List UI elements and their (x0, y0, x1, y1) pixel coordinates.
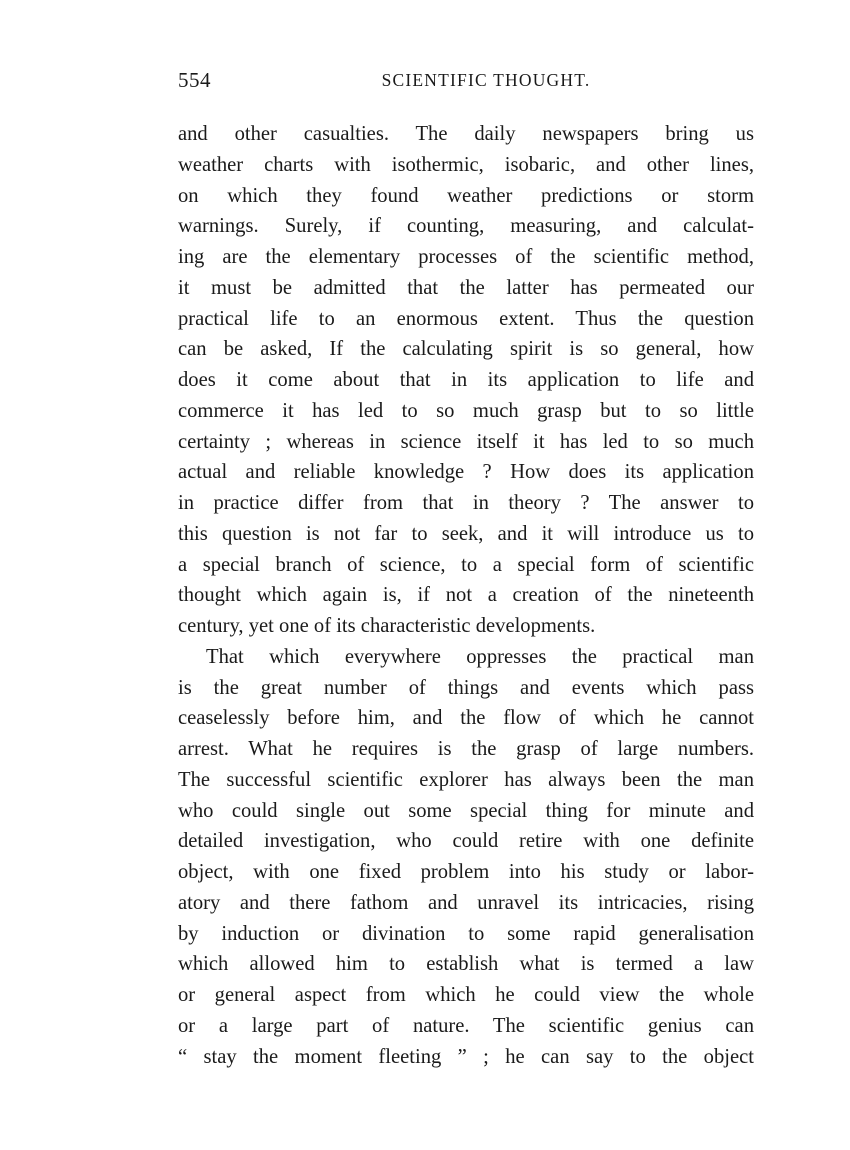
text-line: ing are the elementary processes of the scientific method, (178, 246, 754, 268)
text-line: commerce it has led to so much grasp but to so little (178, 399, 754, 422)
text-line: The successful scientific explorer has always been the man (178, 768, 754, 791)
text-line: object, with one fixed problem into his study or labor- (178, 861, 754, 883)
text-line: does it come about that in its application to life and (178, 369, 754, 391)
text-line: or general aspect from which he could view the whole (178, 984, 754, 1006)
text-line: it must be admitted that the latter has permeated our (178, 276, 754, 299)
text-line: this question is not far to seek, and it will introduce us to (178, 522, 754, 545)
text-line: thought which again is, if not a creation of the nineteenth (178, 584, 754, 607)
text-line: arrest. What he requires is the grasp of large numbers. (178, 738, 754, 760)
text-line: by induction or divination to some rapid generalisation (178, 922, 754, 945)
text-line: warnings. Surely, if counting, measuring, and calculat- (178, 215, 754, 238)
page-number: 554 (178, 68, 211, 92)
paragraph-2 (178, 642, 754, 1073)
running-head: SCIENTIFIC THOUGHT. (381, 70, 591, 90)
text-line: ceaselessly before him, and the flow of which he cannot (178, 707, 754, 730)
text-line: certainty ; whereas in science itself it has led to so much (178, 430, 754, 453)
paragraph-1 (178, 119, 754, 642)
text-line: weather charts with isothermic, isobaric, and other lines, (178, 153, 754, 176)
text-line: actual and reliable knowledge ? How does its application (178, 461, 754, 484)
text-line: is the great number of things and events which pass (178, 676, 754, 699)
text-line: and other casualties. The daily newspapers bring us (178, 123, 754, 145)
text-line: “ stay the moment fleeting ” ; he can say to the object (178, 1045, 754, 1068)
text-line: can be asked, If the calculating spirit is so general, how (178, 338, 754, 361)
text-line: or a large part of nature. The scientific genius can (178, 1014, 754, 1037)
text-line: detailed investigation, who could retire with one definite (178, 830, 754, 853)
page-header (178, 68, 754, 98)
text-line: who could single out some special thing for minute and (178, 799, 754, 822)
text-line: in practice differ from that in theory ? The answer to (178, 492, 754, 514)
text-line: practical life to an enormous extent. Thus the question (178, 307, 754, 330)
text-line: which allowed him to establish what is termed a law (178, 953, 754, 976)
body-text (178, 119, 754, 1072)
text-line: atory and there fathom and unravel its intricacies, rising (178, 891, 754, 914)
text-line: a special branch of science, to a special form of scientific (178, 553, 754, 576)
text-line: century, yet one of its characteristic developments. (178, 615, 596, 637)
text-line: on which they found weather predictions or storm (178, 184, 754, 207)
text-line: That which everywhere oppresses the practical man (206, 645, 754, 668)
